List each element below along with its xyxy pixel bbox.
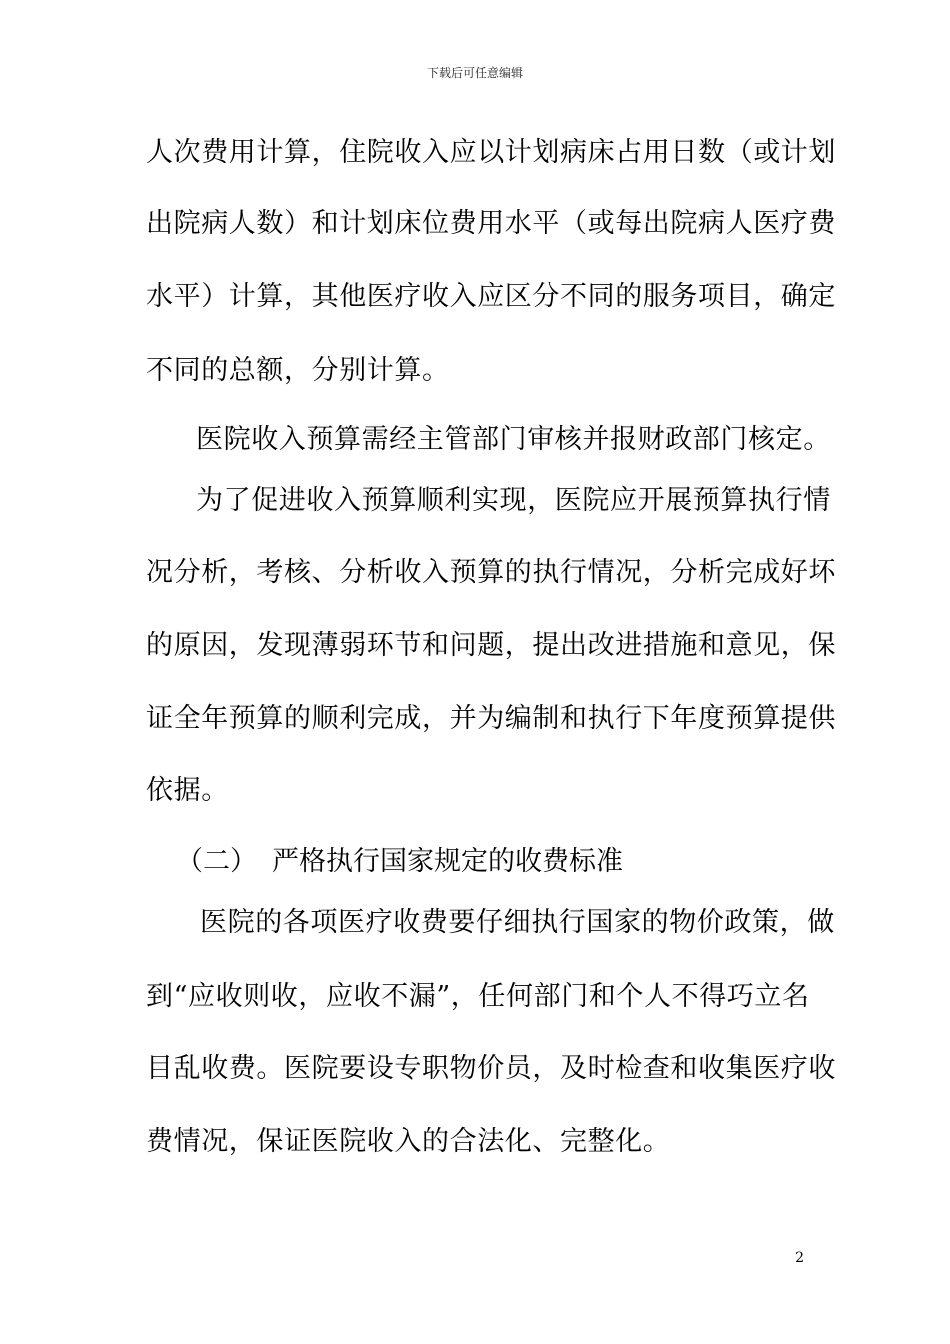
- paragraph-line: 目乱收费。医院要设专职物价员，及时检查和收集医疗收: [146, 1053, 836, 1084]
- section-number: （二）: [176, 846, 257, 877]
- paragraph-line: 为了促进收入预算顺利实现，医院应开展预算执行情: [196, 485, 831, 516]
- paragraph-line: 到“应收则收，应收不漏”，任何部门和个人不得巧立名: [146, 981, 810, 1012]
- paragraph-line: 证全年预算的顺利完成，并为编制和执行下年度预算提供: [146, 703, 836, 734]
- page-header: 下载后可任意编辑: [426, 66, 523, 80]
- page-number: 2: [795, 1250, 804, 1266]
- paragraph-line: 水平）计算，其他医疗收入应区分不同的服务项目，确定: [146, 281, 836, 312]
- paragraph-line: 不同的总额，分别计算。: [146, 355, 450, 386]
- paragraph-line: 依据。: [146, 775, 229, 806]
- paragraph-line: 医院的各项医疗收费要仔细执行国家的物价政策，做: [200, 907, 835, 938]
- paragraph-line: 费情况，保证医院收入的合法化、完整化。: [146, 1126, 671, 1157]
- paragraph-line: 人次费用计算，住院收入应以计划病床占用日数（或计划: [146, 137, 836, 168]
- paragraph-line: 的原因，发现薄弱环节和问题，提出改进措施和意见，保: [146, 630, 836, 661]
- paragraph-line: 出院病人数）和计划床位费用水平（或每出院病人医疗费: [146, 208, 836, 239]
- section-title: 严格执行国家规定的收费标准: [272, 846, 623, 877]
- section-heading: [176, 846, 623, 878]
- paragraph-line: 医院收入预算需经主管部门审核并报财政部门核定。: [196, 424, 831, 455]
- paragraph-line: 况分析，考核、分析收入预算的执行情况，分析完成好坏: [146, 557, 836, 588]
